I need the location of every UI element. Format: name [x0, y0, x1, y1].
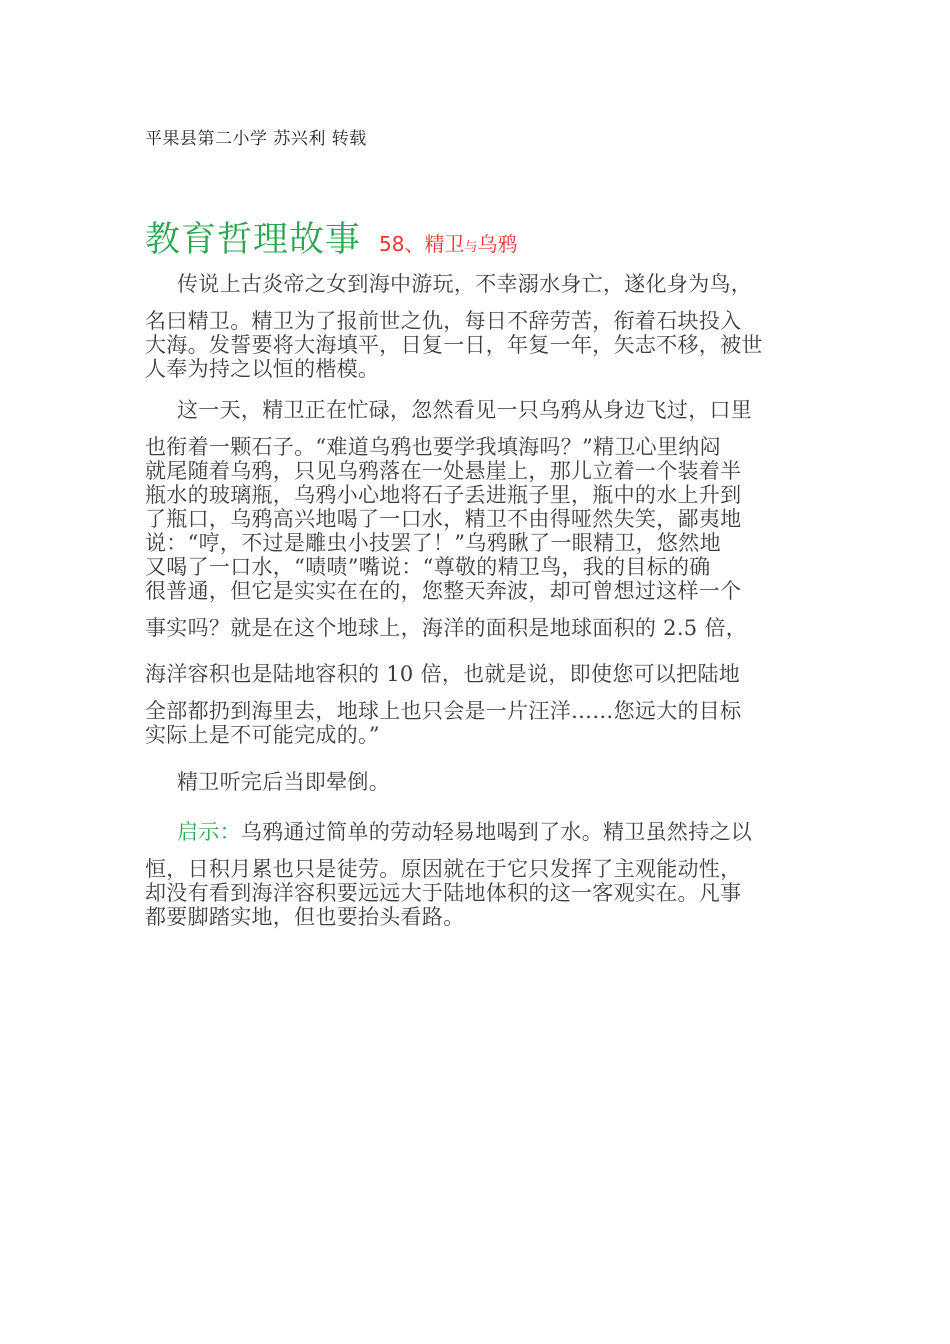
- page-title: 教育哲理故事: [145, 220, 362, 260]
- paragraph-insight: [145, 820, 810, 929]
- paragraph-legend: [145, 272, 810, 381]
- text-line: 传说上古炎帝之女到海中游玩，不幸溺水身亡，遂化身为鸟，: [177, 272, 753, 296]
- paragraph-faint: [145, 770, 810, 794]
- text-line: 都要脚踏实地，但也要抬头看路。: [145, 905, 465, 929]
- text-line: 很普通，但它是实实在在的，您整天奔波，却可曾想过这样一个: [145, 579, 742, 603]
- text-line: 了瓶口，乌鸦高兴地喝了一口水，精卫不由得哑然失笑，鄙夷地: [145, 507, 742, 531]
- source-line: 平果县第二小学 苏兴利 转载: [145, 129, 367, 149]
- text-line: 大海。发誓要将大海填平，日复一日，年复一年，矢志不移，被世: [145, 333, 763, 357]
- text-line: [145, 820, 810, 844]
- text-line: 名曰精卫。精卫为了报前世之仇，每日不辞劳苦，衔着石块投入: [145, 309, 742, 333]
- text-line: 就尾随着乌鸦，只见乌鸦落在一处悬崖上，那儿立着一个装着半: [145, 459, 742, 483]
- text-line: 说：“哼，不过是雕虫小技罢了！”乌鸦瞅了一眼精卫，悠然地: [145, 531, 721, 555]
- text-line: 却没有看到海洋容积要远远大于陆地体积的这一客观实在。凡事: [145, 881, 742, 905]
- text-line: 人奉为持之以恒的楷模。: [145, 357, 380, 381]
- text-line: 海洋容积也是陆地容积的 10 倍，也就是说，即使您可以把陆地: [145, 662, 741, 686]
- text-line: 事实吗？就是在这个地球上，海洋的面积是地球面积的 2.5 倍，: [145, 616, 748, 640]
- subtitle-number: 58、精卫: [379, 232, 465, 256]
- subtitle-end: 乌鸦: [477, 232, 518, 256]
- insight-first-line: 乌鸦通过简单的劳动轻易地喝到了水。精卫虽然持之以: [240, 820, 753, 844]
- text-line: 恒，日积月累也只是徒劳。原因就在于它只发挥了主观能动性，: [145, 857, 742, 881]
- text-line: 实际上是不可能完成的。”: [145, 723, 380, 747]
- insight-label: 启示：: [177, 820, 241, 844]
- paragraph-crow: [145, 398, 810, 747]
- title-row: [145, 212, 517, 262]
- text-line: 也衔着一颗石子。“难道乌鸦也要学我填海吗？”精卫心里纳闷: [145, 435, 721, 459]
- text-line: 瓶水的玻璃瓶，乌鸦小心地将石子丢进瓶子里，瓶中的水上升到: [145, 483, 742, 507]
- subtitle-connector: 与: [464, 240, 478, 255]
- text-line: 全部都扔到海里去，地球上也只会是一片汪洋……您远大的目标: [145, 699, 742, 723]
- text-line: 精卫听完后当即晕倒。: [177, 770, 390, 794]
- text-line: 又喝了一口水，“啧啧”嘴说：“尊敬的精卫鸟，我的目标的确: [145, 555, 711, 579]
- text-line: 这一天，精卫正在忙碌，忽然看见一只乌鸦从身边飞过，口里: [177, 398, 753, 422]
- story-subtitle: [379, 232, 517, 256]
